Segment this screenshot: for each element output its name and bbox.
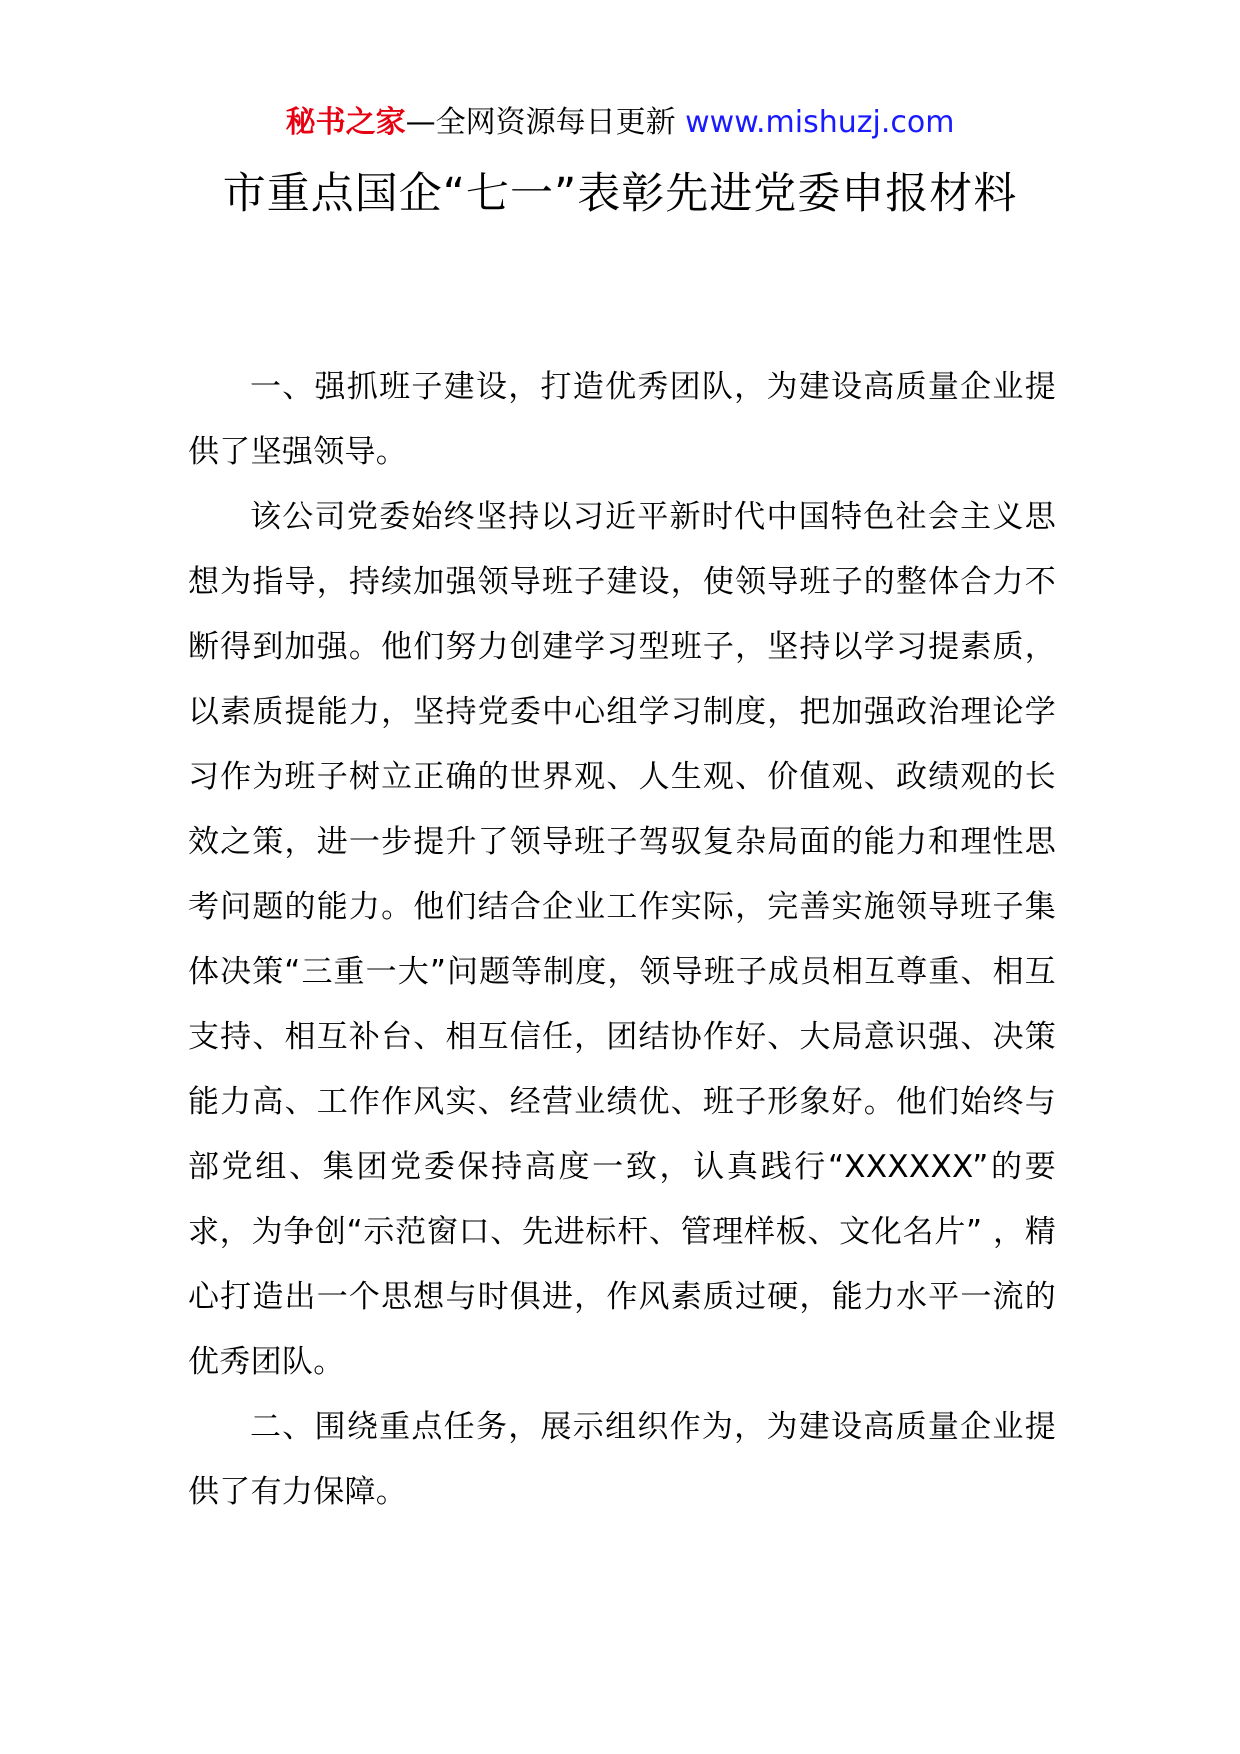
site-url-link[interactable]: www.mishuzj.com: [685, 105, 955, 140]
document-title: 市重点国企“七一”表彰先进党委申报材料: [222, 169, 1018, 219]
document-body: [188, 355, 1056, 1525]
brand-name: 秘书之家: [285, 105, 406, 140]
site-header: [0, 101, 1240, 145]
section-heading-2: 二、围绕重点任务，展示组织作为，为建设高质量企业提供了有力保障。: [188, 1409, 1056, 1510]
body-paragraph: 该公司党委始终坚持以习近平新时代中国特色社会主义思想为指导，持续加强领导班子建设，使领导班子的整体合力不断得到加强。他们努力创建学习型班子，坚持以学习提素质，以素质提能力，坚持党委中心组学习制度，把加强政治理论学习作为班子树立正确的世界观、人生观、价值观、政绩观的长效之策，进一步提升了领导班子驾驭复杂局面的能力和理性思考问题的能力。他们结合企业工作实际，完善实施领导班子集体决策“三重一大”问题等制度，领导班子成员相互尊重、相互支持、相互补台、相互信任，团结协作好、大局意识强、决策能力高、工作作风实、经营业绩优、班子形象好。他们始终与部党组、集团党委保持高度一致，认真践行“XXXXXX”的要求，为争创“示范窗口、先进标杆、管理样板、文化名片” ，精心打造出一个思想与时俱进，作风素质过硬，能力水平一流的优秀团队。: [188, 499, 1056, 1380]
section-heading-1: 一、强抓班子建设，打造优秀团队，为建设高质量企业提供了坚强领导。: [188, 369, 1056, 470]
header-tagline: —全网资源每日更新: [405, 105, 686, 140]
